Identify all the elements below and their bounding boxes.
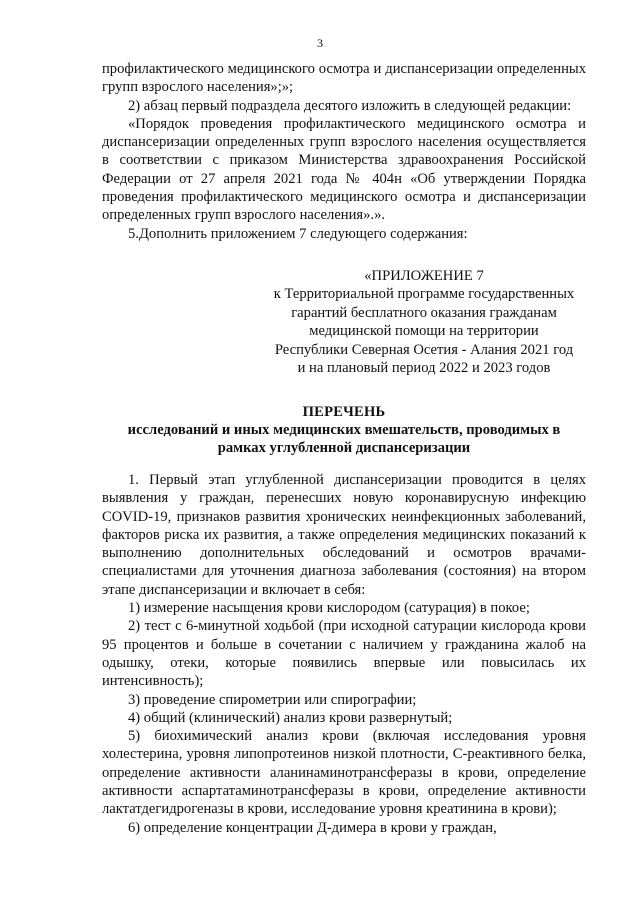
paragraph-item-1: 1. Первый этап углубленной диспансеризации проводится в целях выявления у граждан, перенесших новую коронавирусную инфекцию COVID-19, признаков развития хронических неинфекционных заболеваний, факторов риска их развития, а также определения медицинских показаний к выполнению дополнительных обследований и осмотров врачами-специалистами для уточнения диагноза заболевания (состояния) на втором этапе диспансеризации и включает в себя: [102, 471, 586, 598]
paragraph-amendment-2: 2) абзац первый подраздела десятого изложить в следующей редакции: [128, 97, 572, 114]
list-item-walk-test: 2) тест с 6-минутной ходьбой (при исходной сатурации кислорода крови 95 процентов и больше в сочетании с наличием у гражданина жалоб на одышку, отеки, которые появились впервые или повысилась их интенсивность); [102, 618, 586, 690]
list-title: ПЕРЕЧЕНЬ [302, 403, 386, 420]
appendix-label: «ПРИЛОЖЕНИЕ 7 [364, 267, 484, 284]
list-title-block [102, 403, 586, 457]
paragraph-quoted-order: «Порядок проведения профилактического медицинского осмотра и диспансеризации определенных групп взрослого населения осуществляется в соответствии с приказом Министерства здравоохранения Российской Федерации от 27 апреля 2021 года № 404н «Об утверждении Порядка проведения профилактического медицинского осмотра и диспансеризации определенных групп взрослого населения».». [102, 115, 586, 224]
list-item-blood-test: 4) общий (клинический) анализ крови развернутый; [128, 709, 453, 726]
paragraph-amendment-5: 5.Дополнить приложением 7 следующего содержания: [128, 225, 468, 242]
list-subtitle: исследований и иных медицинских вмешательств, проводимых в рамках углубленной диспансеризации [127, 421, 561, 456]
list-item-biochemistry: 5) биохимический анализ крови (включая исследования уровня холестерина, уровня липопротеинов низкой плотности, С-реактивного белка, определение активности аланинаминотрансферазы в крови, определение активности аспартатаминотрансферазы в крови, определение активности лактатдегидрогеназы в крови, исследование уровня креатинина в крови); [102, 728, 586, 818]
appendix-header [272, 267, 576, 378]
list-item-d-dimer: 6) определение концентрации Д-димера в крови у граждан, [128, 819, 497, 836]
page-number: 3 [317, 36, 323, 50]
paragraph-continuation: профилактического медицинского осмотра и диспансеризации определенных групп взрослого населения»;»; [102, 61, 586, 96]
appendix-reference: к Территориальной программе государственных гарантий бесплатного оказания гражданам медицинской помощи на территории Республики Северная Осетия - Алания 2021 год и на плановый период 2022 и 2023 годов [273, 286, 575, 377]
list-item-spirometry: 3) проведение спирометрии или спирографии; [128, 691, 417, 708]
document-body [102, 60, 586, 837]
list-item-saturation: 1) измерение насыщения крови кислородом (сатурация) в покое; [128, 600, 530, 617]
